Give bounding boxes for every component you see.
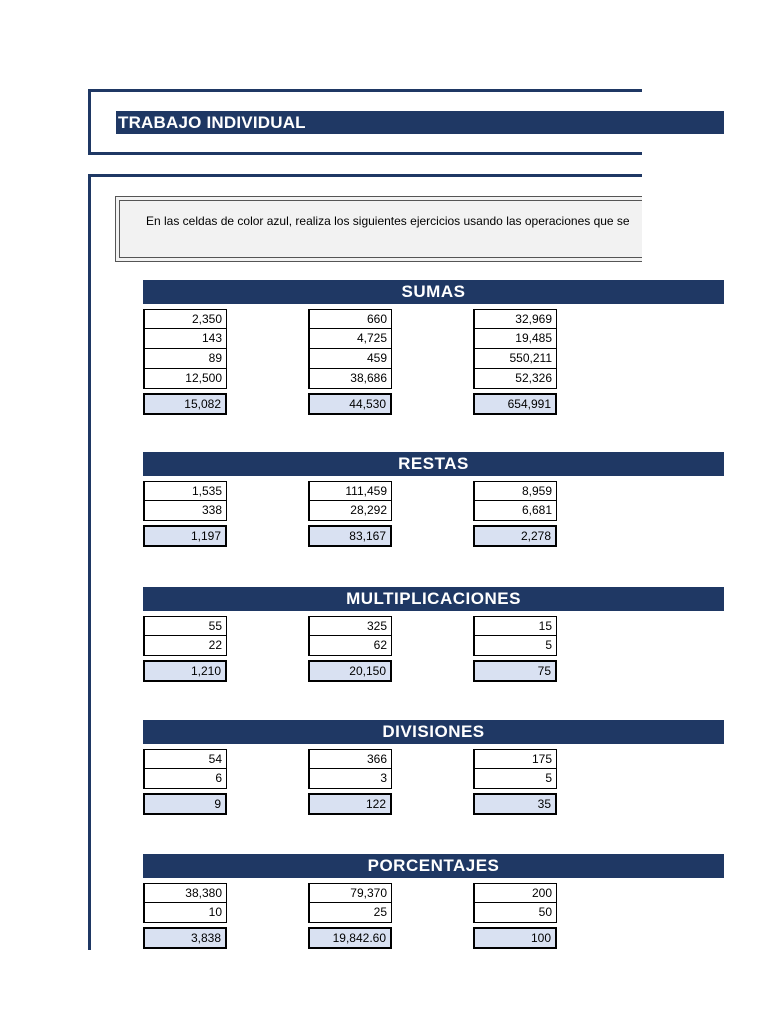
instructions-text: En las celdas de color azul, realiza los siguientes ejercicios usando las operaciones que se: [146, 214, 630, 228]
operation-column: [143, 481, 227, 547]
operand-cell[interactable]: 111,459: [308, 481, 392, 501]
operation-column: [143, 749, 227, 815]
operand-cell[interactable]: 79,370: [308, 883, 392, 903]
operand-cell[interactable]: 25: [308, 903, 392, 923]
result-cell[interactable]: 19,842.60: [308, 927, 392, 949]
operation-column: [308, 883, 392, 949]
result-cell[interactable]: 2,278: [473, 525, 557, 547]
operand-cell[interactable]: 143: [143, 329, 227, 349]
operand-cell[interactable]: 5: [473, 769, 557, 789]
operand-cell[interactable]: 338: [143, 501, 227, 521]
operand-cell[interactable]: 1,535: [143, 481, 227, 501]
result-cell[interactable]: 35: [473, 793, 557, 815]
result-cell[interactable]: 44,530: [308, 393, 392, 415]
result-cell[interactable]: 1,197: [143, 525, 227, 547]
operand-cell[interactable]: 200: [473, 883, 557, 903]
operand-cell[interactable]: 38,686: [308, 369, 392, 389]
operand-cell[interactable]: 50: [473, 903, 557, 923]
result-cell[interactable]: 75: [473, 660, 557, 682]
operand-cell[interactable]: 22: [143, 636, 227, 656]
operation-column: [143, 616, 227, 682]
operation-column: [473, 309, 557, 415]
operand-cell[interactable]: 175: [473, 749, 557, 769]
operand-cell[interactable]: 55: [143, 616, 227, 636]
operation-column: [473, 883, 557, 949]
result-cell[interactable]: 9: [143, 793, 227, 815]
operand-cell[interactable]: 325: [308, 616, 392, 636]
instructions-box: [115, 196, 642, 262]
result-cell[interactable]: 15,082: [143, 393, 227, 415]
operand-cell[interactable]: 550,211: [473, 349, 557, 369]
operand-cell[interactable]: 28,292: [308, 501, 392, 521]
operand-cell[interactable]: 32,969: [473, 309, 557, 329]
operation-column: [473, 481, 557, 547]
result-cell[interactable]: 3,838: [143, 927, 227, 949]
operation-column: [308, 616, 392, 682]
operand-cell[interactable]: 52,326: [473, 369, 557, 389]
operand-cell[interactable]: 10: [143, 903, 227, 923]
result-cell[interactable]: 654,991: [473, 393, 557, 415]
operation-column: [143, 309, 227, 415]
operand-cell[interactable]: 366: [308, 749, 392, 769]
operand-cell[interactable]: 6,681: [473, 501, 557, 521]
operand-cell[interactable]: 459: [308, 349, 392, 369]
operand-cell[interactable]: 6: [143, 769, 227, 789]
operand-cell[interactable]: 3: [308, 769, 392, 789]
operation-column: [473, 749, 557, 815]
operand-cell[interactable]: 5: [473, 636, 557, 656]
operation-column: [308, 481, 392, 547]
operand-cell[interactable]: 54: [143, 749, 227, 769]
section-header-porcentajes: PORCENTAJES: [143, 854, 724, 878]
result-cell[interactable]: 83,167: [308, 525, 392, 547]
operand-cell[interactable]: 89: [143, 349, 227, 369]
operand-cell[interactable]: 19,485: [473, 329, 557, 349]
operand-cell[interactable]: 12,500: [143, 369, 227, 389]
operand-cell[interactable]: 38,380: [143, 883, 227, 903]
operand-cell[interactable]: 660: [308, 309, 392, 329]
operation-column: [308, 749, 392, 815]
page-title: TRABAJO INDIVIDUAL: [116, 111, 724, 134]
operand-cell[interactable]: 4,725: [308, 329, 392, 349]
operand-cell[interactable]: 2,350: [143, 309, 227, 329]
operation-column: [308, 309, 392, 415]
result-cell[interactable]: 100: [473, 927, 557, 949]
operand-cell[interactable]: 8,959: [473, 481, 557, 501]
result-cell[interactable]: 122: [308, 793, 392, 815]
section-header-divisiones: DIVISIONES: [143, 720, 724, 744]
operation-column: [143, 883, 227, 949]
section-header-multiplicaciones: MULTIPLICACIONES: [143, 587, 724, 611]
operation-column: [473, 616, 557, 682]
operand-cell[interactable]: 62: [308, 636, 392, 656]
section-header-restas: RESTAS: [143, 452, 724, 476]
section-header-sumas: SUMAS: [143, 280, 724, 304]
result-cell[interactable]: 20,150: [308, 660, 392, 682]
instructions-inner-box: [119, 200, 642, 258]
result-cell[interactable]: 1,210: [143, 660, 227, 682]
operand-cell[interactable]: 15: [473, 616, 557, 636]
